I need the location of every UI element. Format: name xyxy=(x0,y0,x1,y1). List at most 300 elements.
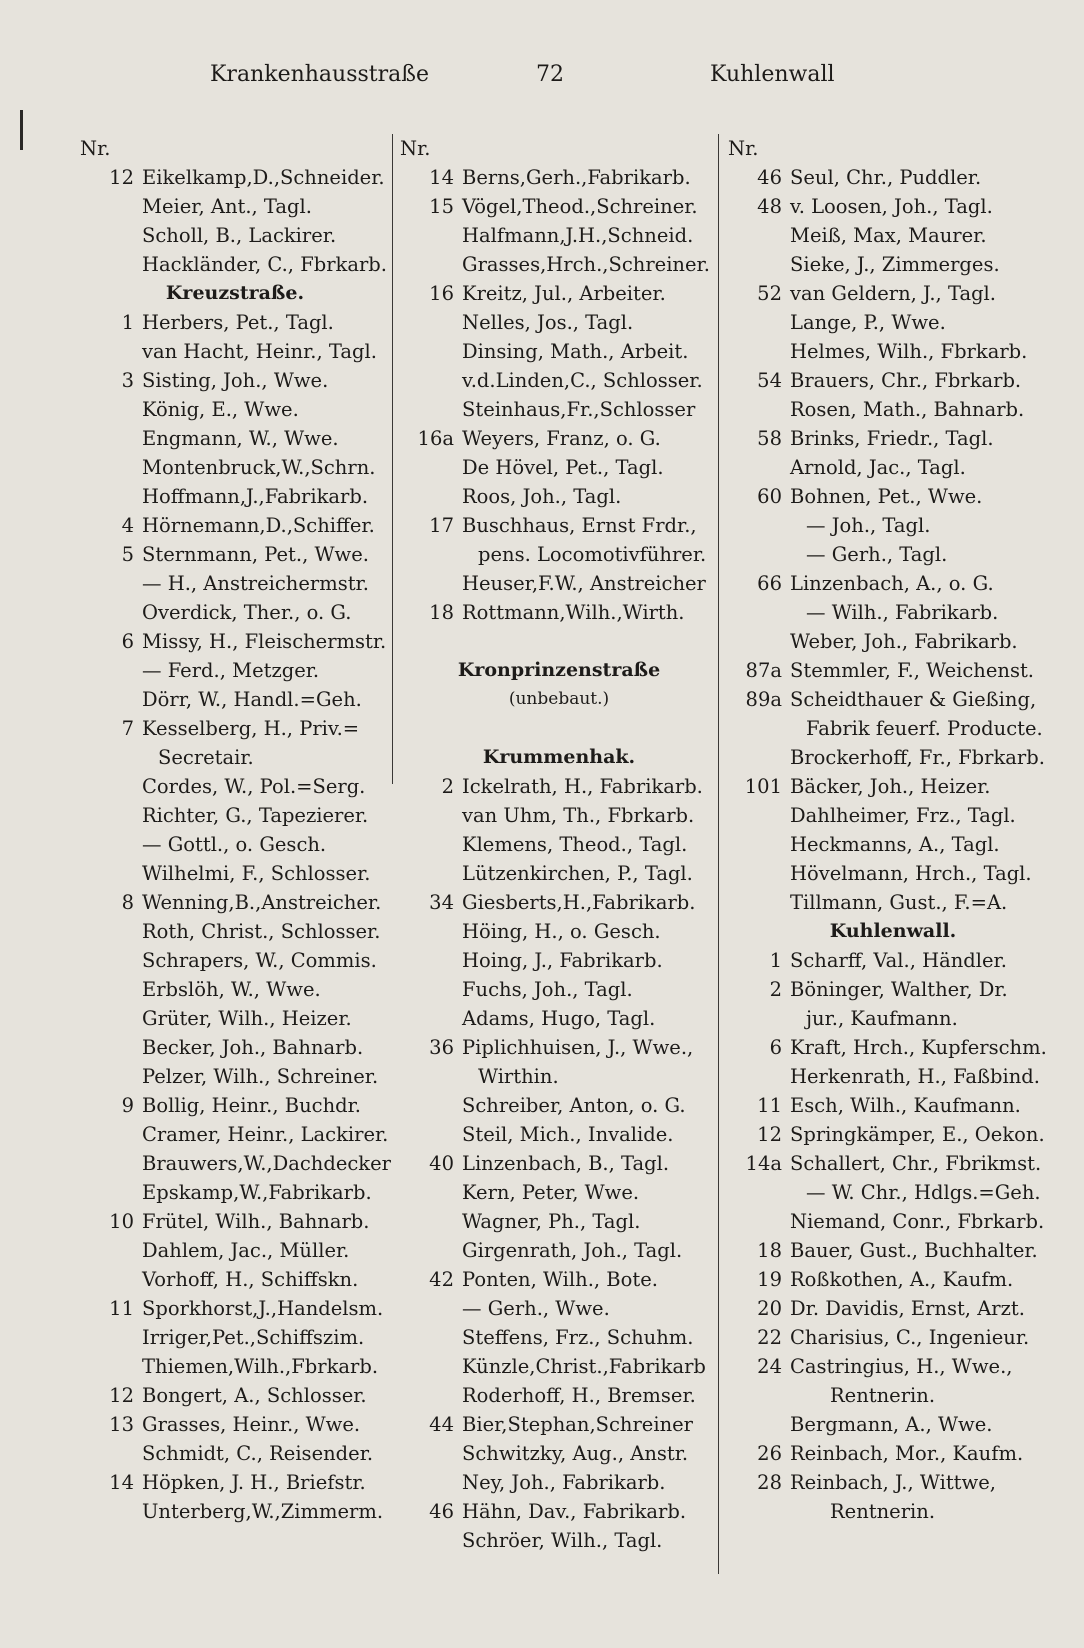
house-number: 7 xyxy=(121,717,134,740)
directory-entry xyxy=(728,1410,1058,1439)
resident-text: Steinhaus,Fr.,Schlosser xyxy=(462,398,696,421)
directory-entry xyxy=(80,772,390,801)
directory-entry xyxy=(80,714,390,743)
resident-text: Engmann, W., Wwe. xyxy=(142,427,339,450)
house-number xyxy=(80,395,142,424)
directory-entry xyxy=(80,801,390,830)
directory-entry xyxy=(728,192,1058,221)
house-number xyxy=(80,482,142,511)
directory-entry xyxy=(400,1323,718,1352)
column-3 xyxy=(728,134,1058,1594)
resident-text: Bäcker, Joh., Heizer. xyxy=(790,775,991,798)
house-number: 10 xyxy=(109,1210,134,1233)
house-number xyxy=(728,1381,790,1410)
directory-entry xyxy=(80,511,390,540)
directory-entry xyxy=(400,1410,718,1439)
resident-text: Reinbach, J., Wittwe, xyxy=(790,1471,996,1494)
resident-text: Kraft, Hrch., Kupferschm. xyxy=(790,1036,1047,1059)
resident-text: Sisting, Joh., Wwe. xyxy=(142,369,329,392)
column-nr-label xyxy=(400,134,718,163)
resident-text: Bohnen, Pet., Wwe. xyxy=(790,485,983,508)
resident-text: Montenbruck,W.,Schrn. xyxy=(142,456,376,479)
resident-text: Kreitz, Jul., Arbeiter. xyxy=(462,282,666,305)
directory-entry xyxy=(80,830,390,859)
directory-entry xyxy=(80,917,390,946)
resident-text: Vögel,Theod.,Schreiner. xyxy=(462,195,698,218)
house-number xyxy=(80,1062,142,1091)
directory-entry xyxy=(728,598,1058,627)
house-number xyxy=(728,453,790,482)
house-number xyxy=(80,1149,142,1178)
directory-entry xyxy=(728,482,1058,511)
resident-text: Sternmann, Pet., Wwe. xyxy=(142,543,369,566)
house-number: 22 xyxy=(757,1326,782,1349)
resident-text: Girgenrath, Joh., Tagl. xyxy=(462,1239,683,1262)
resident-text: Herkenrath, H., Faßbind. xyxy=(790,1065,1040,1088)
resident-text: Pelzer, Wilh., Schreiner. xyxy=(142,1065,379,1088)
directory-entry xyxy=(80,888,390,917)
resident-text: Niemand, Conr., Fbrkarb. xyxy=(790,1210,1045,1233)
directory-entry xyxy=(728,656,1058,685)
street-heading xyxy=(80,279,390,308)
directory-entry xyxy=(400,540,718,569)
directory-entry xyxy=(80,627,390,656)
resident-text: Bongert, A., Schlosser. xyxy=(142,1384,367,1407)
directory-entry xyxy=(400,1294,718,1323)
resident-text: Secretair. xyxy=(158,746,254,769)
directory-entry xyxy=(80,743,390,772)
resident-text: Esch, Wilh., Kaufmann. xyxy=(790,1094,1021,1117)
directory-entry xyxy=(80,1062,390,1091)
directory-entry xyxy=(728,308,1058,337)
resident-text: Vorhoff, H., Schiffskn. xyxy=(142,1268,359,1291)
column-1 xyxy=(80,134,390,1594)
house-number xyxy=(400,221,462,250)
house-number xyxy=(80,424,142,453)
resident-text: — Gerh., Wwe. xyxy=(462,1297,610,1320)
directory-entry xyxy=(728,1439,1058,1468)
directory-entry xyxy=(400,1439,718,1468)
directory-entry xyxy=(80,221,390,250)
resident-text: Tillmann, Gust., F.=A. xyxy=(790,891,1008,914)
directory-entry xyxy=(400,1497,718,1526)
directory-entry xyxy=(80,1178,390,1207)
house-number: 46 xyxy=(429,1500,454,1523)
directory-entry xyxy=(728,1207,1058,1236)
house-number: 44 xyxy=(429,1413,454,1436)
house-number xyxy=(400,569,462,598)
directory-entry xyxy=(80,975,390,1004)
directory-entry xyxy=(400,1352,718,1381)
house-number: Nr. xyxy=(728,137,759,160)
column-2 xyxy=(400,134,718,1594)
house-number xyxy=(80,221,142,250)
house-number: 89a xyxy=(745,688,782,711)
house-number xyxy=(728,1062,790,1091)
house-number xyxy=(728,1178,790,1207)
house-number xyxy=(400,1439,462,1468)
heading-text: Krummenhak. xyxy=(482,746,636,768)
resident-text: van Uhm, Th., Fbrkarb. xyxy=(462,804,695,827)
directory-entry xyxy=(80,859,390,888)
directory-entry xyxy=(80,337,390,366)
house-number xyxy=(80,337,142,366)
resident-text: van Hacht, Heinr., Tagl. xyxy=(142,340,377,363)
resident-text: Linzenbach, A., o. G. xyxy=(790,572,994,595)
directory-entry xyxy=(400,598,718,627)
directory-entry xyxy=(728,1033,1058,1062)
resident-text: Hörnemann,D.,Schiffer. xyxy=(142,514,375,537)
house-number: 20 xyxy=(757,1297,782,1320)
resident-text: Hoffmann,J.,Fabrikarb. xyxy=(142,485,369,508)
house-number xyxy=(80,250,142,279)
resident-text: — Joh., Tagl. xyxy=(806,514,931,537)
resident-text: Böninger, Walther, Dr. xyxy=(790,978,1008,1001)
heading-text: Kronprinzenstraße xyxy=(457,659,661,681)
directory-entry xyxy=(728,1062,1058,1091)
directory-entry xyxy=(728,627,1058,656)
resident-text: Schwitzky, Aug., Anstr. xyxy=(462,1442,689,1465)
street-heading xyxy=(400,743,718,772)
resident-text: Irriger,Pet.,Schiffszim. xyxy=(142,1326,365,1349)
directory-entry xyxy=(728,453,1058,482)
resident-text: Höpken, J. H., Briefstr. xyxy=(142,1471,366,1494)
house-number: 28 xyxy=(757,1471,782,1494)
house-number xyxy=(728,627,790,656)
resident-text: Giesberts,H.,Fabrikarb. xyxy=(462,891,696,914)
directory-entry xyxy=(728,1004,1058,1033)
resident-text: Weyers, Franz, o. G. xyxy=(462,427,661,450)
house-number xyxy=(80,569,142,598)
house-number: 60 xyxy=(757,485,782,508)
directory-entry xyxy=(400,1149,718,1178)
resident-text: — Ferd., Metzger. xyxy=(142,659,320,682)
house-number xyxy=(400,1323,462,1352)
directory-entry xyxy=(400,569,718,598)
resident-text: van Geldern, J., Tagl. xyxy=(790,282,996,305)
house-number xyxy=(728,1497,790,1526)
resident-text: Bollig, Heinr., Buchdr. xyxy=(142,1094,362,1117)
house-number: 1 xyxy=(769,949,782,972)
house-number: 14 xyxy=(109,1471,134,1494)
directory-entry xyxy=(728,830,1058,859)
directory-entry xyxy=(400,714,718,743)
resident-text: Brinks, Friedr., Tagl. xyxy=(790,427,994,450)
resident-text: Bergmann, A., Wwe. xyxy=(790,1413,993,1436)
directory-entry xyxy=(728,975,1058,1004)
house-number: 13 xyxy=(109,1413,134,1436)
directory-entry xyxy=(80,656,390,685)
resident-text: Overdick, Ther., o. G. xyxy=(142,601,352,624)
house-number xyxy=(400,714,462,743)
resident-text: Roderhoff, H., Bremser. xyxy=(462,1384,696,1407)
house-number xyxy=(80,1236,142,1265)
house-number xyxy=(400,1294,462,1323)
resident-text: Schallert, Chr., Fbrikmst. xyxy=(790,1152,1042,1175)
directory-entry xyxy=(728,424,1058,453)
resident-text: Herbers, Pet., Tagl. xyxy=(142,311,334,334)
directory-entry xyxy=(80,685,390,714)
directory-entry xyxy=(728,1381,1058,1410)
resident-text: Arnold, Jac., Tagl. xyxy=(790,456,966,479)
house-number xyxy=(728,395,790,424)
house-number xyxy=(400,540,462,569)
resident-text: jur., Kaufmann. xyxy=(806,1007,958,1030)
house-number xyxy=(80,917,142,946)
directory-entry xyxy=(728,1149,1058,1178)
resident-text: Künzle,Christ.,Fabrikarb xyxy=(462,1355,706,1378)
house-number xyxy=(400,1207,462,1236)
house-number xyxy=(728,540,790,569)
house-number xyxy=(80,946,142,975)
directory-entry xyxy=(728,1468,1058,1497)
resident-text: König, E., Wwe. xyxy=(142,398,299,421)
resident-text: Steffens, Frz., Schuhm. xyxy=(462,1326,694,1349)
house-number xyxy=(400,453,462,482)
directory-entry xyxy=(400,975,718,1004)
house-number: 8 xyxy=(121,891,134,914)
resident-text: Ponten, Wilh., Bote. xyxy=(462,1268,658,1291)
resident-text: Meier, Ant., Tagl. xyxy=(142,195,312,218)
resident-text: Dr. Davidis, Ernst, Arzt. xyxy=(790,1297,1025,1320)
directory-entry xyxy=(728,1120,1058,1149)
directory-entry xyxy=(728,801,1058,830)
resident-text: Hoing, J., Fabrikarb. xyxy=(462,949,663,972)
house-number: 34 xyxy=(429,891,454,914)
directory-entry xyxy=(80,1497,390,1526)
resident-text: Wirthin. xyxy=(478,1065,559,1088)
directory-entry xyxy=(80,1004,390,1033)
house-number: 26 xyxy=(757,1442,782,1465)
directory-entry xyxy=(728,946,1058,975)
resident-text: Rottmann,Wilh.,Wirth. xyxy=(462,601,685,624)
house-number xyxy=(728,743,790,772)
directory-entry xyxy=(80,540,390,569)
house-number: 66 xyxy=(757,572,782,595)
directory-entry xyxy=(80,946,390,975)
directory-entry xyxy=(400,859,718,888)
directory-entry xyxy=(80,1265,390,1294)
house-number xyxy=(728,308,790,337)
resident-text: Steil, Mich., Invalide. xyxy=(462,1123,674,1146)
resident-text: Dörr, W., Handl.=Geh. xyxy=(142,688,362,711)
resident-text: Kesselberg, H., Priv.= xyxy=(142,717,360,740)
house-number: 12 xyxy=(109,166,134,189)
directory-entry xyxy=(400,192,718,221)
house-number: 15 xyxy=(429,195,454,218)
resident-text: Grasses, Heinr., Wwe. xyxy=(142,1413,361,1436)
directory-entry xyxy=(400,1033,718,1062)
resident-text: Missy, H., Fleischermstr. xyxy=(142,630,387,653)
house-number xyxy=(400,1526,462,1555)
resident-text: pens. Locomotivführer. xyxy=(478,543,707,566)
resident-text: Scholl, B., Lackirer. xyxy=(142,224,337,247)
directory-entry xyxy=(400,888,718,917)
resident-text: Ney, Joh., Fabrikarb. xyxy=(462,1471,666,1494)
house-number xyxy=(400,1062,462,1091)
house-number: 46 xyxy=(757,166,782,189)
resident-text: Springkämper, E., Oekon. xyxy=(790,1123,1045,1146)
page-number: 72 xyxy=(536,62,564,87)
directory-entry xyxy=(728,221,1058,250)
house-number xyxy=(80,1265,142,1294)
directory-entry xyxy=(80,1207,390,1236)
house-number: 1 xyxy=(121,311,134,334)
resident-text: Hähn, Dav., Fabrikarb. xyxy=(462,1500,687,1523)
street-note xyxy=(400,685,718,714)
directory-entry xyxy=(728,569,1058,598)
resident-text: Halfmann,J.H.,Schneid. xyxy=(462,224,694,247)
column-nr-label xyxy=(80,134,390,163)
directory-entry xyxy=(80,1149,390,1178)
resident-text: Bier,Stephan,Schreiner xyxy=(462,1413,694,1436)
resident-text: Dahlem, Jac., Müller. xyxy=(142,1239,350,1262)
resident-text: Scheidthauer & Gießing, xyxy=(790,688,1037,711)
house-number: 11 xyxy=(757,1094,782,1117)
directory-entry xyxy=(80,424,390,453)
house-number xyxy=(80,859,142,888)
house-number: 24 xyxy=(757,1355,782,1378)
directory-entry xyxy=(400,917,718,946)
resident-text: Lange, P., Wwe. xyxy=(790,311,946,334)
directory-entry xyxy=(80,1033,390,1062)
resident-text: Brauwers,W.,Dachdecker xyxy=(142,1152,391,1175)
directory-entry xyxy=(728,366,1058,395)
resident-text: Brockerhoff, Fr., Fbrkarb. xyxy=(790,746,1045,769)
house-number xyxy=(400,337,462,366)
house-number: 18 xyxy=(429,601,454,624)
directory-entry xyxy=(728,337,1058,366)
resident-text: Wagner, Ph., Tagl. xyxy=(462,1210,641,1233)
resident-text: Bauer, Gust., Buchhalter. xyxy=(790,1239,1038,1262)
house-number xyxy=(80,1439,142,1468)
resident-text: Höing, H., o. Gesch. xyxy=(462,920,661,943)
resident-text: Lützenkirchen, P., Tagl. xyxy=(462,862,693,885)
directory-entry xyxy=(400,801,718,830)
house-number: Nr. xyxy=(80,137,111,160)
house-number xyxy=(80,192,142,221)
house-number: 2 xyxy=(441,775,454,798)
directory-entry xyxy=(400,830,718,859)
house-number xyxy=(400,1352,462,1381)
resident-text: Cordes, W., Pol.=Serg. xyxy=(142,775,366,798)
directory-entry xyxy=(728,279,1058,308)
resident-text: Schröer, Wilh., Tagl. xyxy=(462,1529,663,1552)
directory-entry xyxy=(400,250,718,279)
house-number: 16a xyxy=(417,427,454,450)
resident-text: Rentnerin. xyxy=(830,1384,936,1407)
resident-text: Richter, G., Tapezierer. xyxy=(142,804,369,827)
directory-entry xyxy=(400,453,718,482)
house-number: 14a xyxy=(745,1152,782,1175)
resident-text: Brauers, Chr., Fbrkarb. xyxy=(790,369,1022,392)
directory-entry xyxy=(728,395,1058,424)
house-number xyxy=(728,830,790,859)
house-number: 14 xyxy=(429,166,454,189)
directory-entry xyxy=(400,279,718,308)
house-number xyxy=(728,337,790,366)
house-number: 6 xyxy=(769,1036,782,1059)
directory-entry xyxy=(400,366,718,395)
directory-entry xyxy=(728,772,1058,801)
resident-text: — H., Anstreichermstr. xyxy=(142,572,369,595)
resident-text: Wenning,B.,Anstreicher. xyxy=(142,891,382,914)
house-number: 54 xyxy=(757,369,782,392)
resident-text: Fuchs, Joh., Tagl. xyxy=(462,978,633,1001)
house-number xyxy=(728,598,790,627)
directory-entry xyxy=(728,511,1058,540)
resident-text: Epskamp,W.,Fabrikarb. xyxy=(142,1181,372,1204)
resident-text: Scharff, Val., Händler. xyxy=(790,949,1007,972)
directory-entry xyxy=(728,1091,1058,1120)
house-number xyxy=(728,1410,790,1439)
directory-entry xyxy=(400,308,718,337)
house-number xyxy=(80,1352,142,1381)
resident-text: Meiß, Max, Maurer. xyxy=(790,224,987,247)
directory-entry xyxy=(400,1091,718,1120)
resident-text: Rosen, Math., Bahnarb. xyxy=(790,398,1025,421)
street-heading xyxy=(400,656,718,685)
directory-entry xyxy=(80,250,390,279)
house-number xyxy=(400,1178,462,1207)
resident-text: — W. Chr., Hdlgs.=Geh. xyxy=(806,1181,1041,1204)
directory-entry xyxy=(400,1207,718,1236)
directory-entry xyxy=(400,221,718,250)
resident-text: Sieke, J., Zimmerges. xyxy=(790,253,1000,276)
resident-text: Hackländer, C., Fbrkarb. xyxy=(142,253,387,276)
directory-entry xyxy=(400,1468,718,1497)
resident-text: Unterberg,W.,Zimmerm. xyxy=(142,1500,384,1523)
directory-entry xyxy=(80,1091,390,1120)
house-number xyxy=(80,830,142,859)
directory-entry xyxy=(400,1120,718,1149)
resident-text: Seul, Chr., Puddler. xyxy=(790,166,982,189)
house-number xyxy=(400,859,462,888)
house-number xyxy=(80,743,142,772)
column-divider-2 xyxy=(718,134,719,1574)
resident-text: Rentnerin. xyxy=(830,1500,936,1523)
resident-text: Heckmanns, A., Tagl. xyxy=(790,833,1000,856)
directory-entry xyxy=(400,1265,718,1294)
house-number: 11 xyxy=(109,1297,134,1320)
directory-entry xyxy=(728,1497,1058,1526)
resident-text: Schreiber, Anton, o. G. xyxy=(462,1094,686,1117)
page-header xyxy=(0,62,1084,94)
directory-entry xyxy=(80,1410,390,1439)
resident-text: Thiemen,Wilh.,Fbrkarb. xyxy=(142,1355,379,1378)
directory-entry xyxy=(80,1352,390,1381)
resident-text: — Wilh., Fabrikarb. xyxy=(806,601,999,624)
house-number xyxy=(80,1323,142,1352)
heading-text: (unbebaut.) xyxy=(508,689,610,709)
directory-entry xyxy=(80,598,390,627)
directory-entry xyxy=(728,1294,1058,1323)
house-number xyxy=(728,1207,790,1236)
directory-entry xyxy=(80,1381,390,1410)
directory-entry xyxy=(400,482,718,511)
house-number xyxy=(400,1381,462,1410)
directory-entry xyxy=(400,1178,718,1207)
house-number xyxy=(400,395,462,424)
directory-entry xyxy=(80,482,390,511)
resident-text: Nelles, Jos., Tagl. xyxy=(462,311,634,334)
resident-text: Heuser,F.W., Anstreicher xyxy=(462,572,706,595)
directory-entry xyxy=(728,163,1058,192)
resident-text: Grüter, Wilh., Heizer. xyxy=(142,1007,352,1030)
directory-entry xyxy=(400,946,718,975)
house-number: 9 xyxy=(121,1094,134,1117)
directory-entry xyxy=(80,1468,390,1497)
